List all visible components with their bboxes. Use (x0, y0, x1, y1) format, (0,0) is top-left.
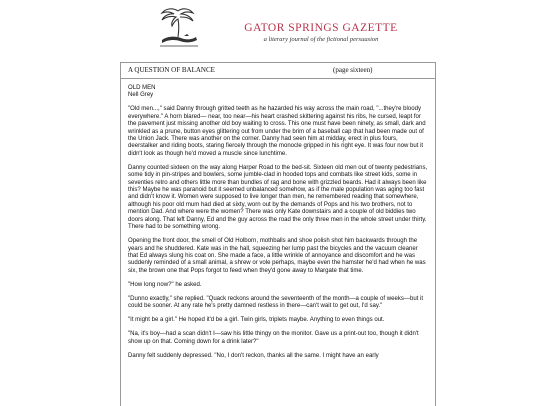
publication-tagline: a literary journal of the fictional persuasion (263, 36, 379, 43)
paragraph: "Dunno exactly," she replied. "Quack reckons around the seventeenth of the month—a couple of weeks—but it could be sooner. At any rate he's pretty damned restless in there—can't wait to get out, I'd say." (128, 295, 424, 310)
paragraph: "How long now?" he asked. (128, 281, 202, 288)
gazette-logo-icon (156, 5, 202, 49)
paragraph: Danny felt suddenly depressed. "No, I don't reckon, thanks all the same. I might have an early (128, 352, 379, 359)
article-header (121, 63, 435, 79)
article-panel (120, 62, 436, 406)
paragraph: "It might be a girl." He hoped it'd be a girl. Twin girls, triplets maybe. Anything to even things out. (128, 317, 385, 324)
story-title: OLD MEN (128, 85, 156, 91)
publication-title: GATOR SPRINGS GAZETTE (244, 22, 398, 34)
page-label: (page sixteen) (333, 66, 373, 74)
paragraph: "Old men...," said Danny through gritted teeth as he hazarded his way across the main road, "...they're bloody everywhere." A horn blared— near, too near—his heart crashed skittering against his ribs, he cursed, leapt for the pavement just missing another old boy waiting to cross. This one must have been ninety, as small, dark and wrinkled as a prune, button eyes glittering out from under the brim of a baseball cap that had been made out of the Union Jack. There was another on the corner. Danny had seen him at midday, erect in plus fours, deerstalker and riding boots, staring fiercely through the monocle gripped in his right eye. It was four now but it didn't look as though he'd moved a muscle since lunchtime. (128, 106, 426, 157)
paragraph: Danny counted sixteen on the way along Harper Road to the bed-sit. Sixteen old men out of twenty pedestrians, some tidy in pin-stripes and bowlers, some jumble-clad in hooded tops and combats like street kids, some in seventies retro and others little more than bundles of rag and bone with grizzled beards. Had it always been like this? Maybe he was paranoid but it seemed unbalanced somehow, as if the male population was aging too fast and didn't know it. Women were supposed to live longer than men, he remembered reading that somewhere, although his poor old mum had died at sixty, worn out by the demands of Pops and his two brothers, not to mention Dad. And where were the women? There was only Kate downstairs and a couple of old biddies two doors along. That left Danny, Ed and the guy across the road the only three men in the whole street under thirty. There had to be something wrong. (128, 164, 428, 231)
masthead (0, 0, 540, 58)
article-body (121, 79, 435, 360)
paragraph: Opening the front door, the smell of Old Holborn, mothballs and shoe polish shot him backwards through the years and he shuddered. Kate was in the hall, squeezing her lump past the bicycles and the vacuum cleaner that Ed always slung his coat on. She made a face, a little wrinkle of annoyance and discomfort and he was suddenly reminded of a small animal, a shrew or vole perhaps, maybe even the hamster he'd had when he was six, the brown one that Pops forgot to feed when they'd gone away to Margate that time. (128, 238, 426, 274)
section-title: A QUESTION OF BALANCE (128, 66, 215, 74)
paragraph: "Na, it's boy—had a scan didn't I—saw his little thingy on the monitor. Gave us a print-out too, though it didn't show up on that. Coming down for a drink later?" (128, 331, 419, 345)
author-name: Nell Grey (128, 92, 154, 99)
